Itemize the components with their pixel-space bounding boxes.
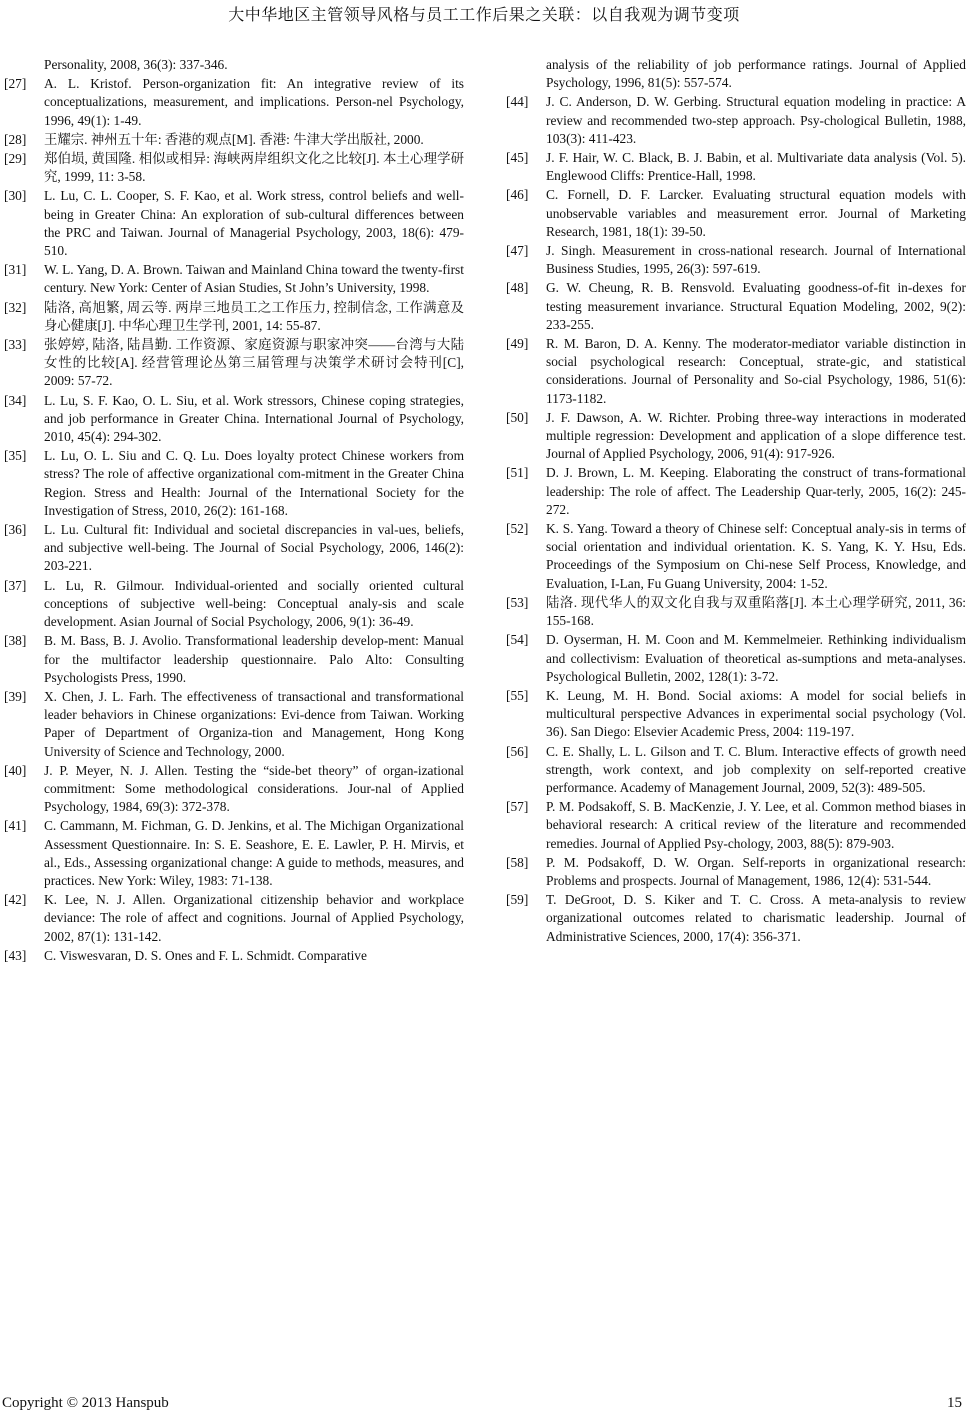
reference-item — [4, 336, 464, 391]
reference-text: D. J. Brown, L. M. Keeping. Elaborating the construct of trans-formational leadership: The role of affect. The Leadership Quar-terly, 2005, 16(2): 245-272. — [546, 465, 966, 517]
reference-text: R. M. Baron, D. A. Kenny. The moderator-mediator variable distinction in social psychological research: Conceptual, strate-gic, and statistical considerations. Journal of Personality and So-cial Psychology, 1986, 51(6): 1173-1182. — [546, 336, 966, 406]
reference-text: 陆洛. 现代华人的双文化自我与双重陷落[J]. 本土心理学研究, 2011, 36: 155-168. — [546, 594, 966, 629]
reference-text: B. M. Bass, B. J. Avolio. Transformational leadership develop-ment: Manual for the multifactor leadership questionnaire. Palo Alto: Consulting Psychologists Press, 1990. — [44, 633, 464, 685]
reference-item — [506, 743, 966, 798]
reference-item — [4, 392, 464, 447]
reference-text: analysis of the reliability of job performance ratings. Journal of Applied Psychology, 1996, 81(5): 557-574. — [546, 57, 966, 91]
reference-item — [4, 947, 464, 965]
reference-text: J. F. Dawson, A. W. Richter. Probing three-way interactions in moderated multiple regression: Development and application of a slope difference test. Journal of Applied Psychology, 2006, 91(4): 917-926. — [546, 409, 966, 462]
reference-text: K. Lee, N. J. Allen. Organizational citizenship behavior and workplace deviance: The role of affect and cognitions. Journal of Applied Psychology, 2002, 87(1): 131-142. — [44, 892, 464, 944]
reference-number: [50] — [506, 409, 529, 425]
reference-number: [28] — [4, 131, 27, 147]
reference-item — [506, 854, 966, 890]
reference-text: A. L. Kristof. Person-organization fit: An integrative review of its conceptualizations, measurement, and implications. Person-nel Psychology, 1996, 49(1): 1-49. — [44, 76, 464, 128]
reference-item — [506, 520, 966, 593]
reference-number: [53] — [506, 594, 529, 610]
reference-text: L. Lu, C. L. Cooper, S. F. Kao, et al. Work stress, control beliefs and well-being in Greater China: An exploration of sub-cultural differences between the PRC and Taiwan. Journal of Managerial Psychology, 2003, 18(6): 479-510. — [44, 188, 464, 259]
reference-text: G. W. Cheung, R. B. Rensvold. Evaluating goodness-of-fit in-dexes for testing measurement invariance. Structural Equation Modeling, 2002, 9(2): 233-255. — [546, 280, 966, 332]
reference-number: [57] — [506, 799, 529, 815]
reference-item — [4, 632, 464, 687]
reference-item — [506, 631, 966, 686]
reference-number: [31] — [4, 262, 27, 278]
reference-number: [48] — [506, 280, 529, 296]
reference-item — [506, 798, 966, 853]
reference-item — [4, 131, 464, 149]
reference-text: Personality, 2008, 36(3): 337-346. — [44, 57, 228, 72]
reference-number: [30] — [4, 188, 27, 204]
reference-text: L. Lu, O. L. Siu and C. Q. Lu. Does loyalty protect Chinese workers from stress? The role of affective organizational com-mitment in the Greater China Region. Stress and Health: Journal of the International Society for the Investigation of Stress, 2010, 26(2): 161-168. — [44, 448, 464, 518]
reference-text: P. M. Podsakoff, S. B. MacKenzie, J. Y. Lee, et al. Common method biases in behavioral research: A critical review of the literature and recommended remedies. Journal of Applied Psy-chology, 2003, 88(5): 879-903. — [546, 799, 966, 851]
reference-number: [27] — [4, 76, 27, 92]
reference-text: W. L. Yang, D. A. Brown. Taiwan and Mainland China toward the twenty-first century. New York: Center of Asian Studies, St John’s University, 1998. — [44, 262, 464, 296]
left-reference-column — [4, 56, 464, 966]
reference-number: [29] — [4, 151, 27, 167]
reference-item — [4, 187, 464, 260]
reference-number: [36] — [4, 522, 27, 538]
reference-text: X. Chen, J. L. Farh. The effectiveness of transactional and transformational leader behaviors in Chinese organizations: Evi-dence from Taiwan. Working Paper of Department of Organiza-tion and Management, Hong Kong University of Science and Technology, 2000. — [44, 688, 464, 759]
reference-number: [58] — [506, 854, 529, 870]
reference-text: L. Lu, R. Gilmour. Individual-oriented and socially oriented cultural conceptions of subjective well-being: Conceptual analy-sis and scale development. Asian Journal of Social Psychology, 2006, 9(1): 36-49. — [44, 577, 464, 630]
reference-number: [32] — [4, 299, 27, 315]
reference-item — [506, 279, 966, 334]
reference-text: C. Viswesvaran, D. S. Ones and F. L. Schmidt. Comparative — [44, 947, 367, 963]
reference-number: [41] — [4, 818, 27, 834]
reference-text: 张婷婷, 陆洛, 陆昌勤. 工作资源、家庭资源与职家冲突——台湾与大陆女性的比较[A]. 经营管理论丛第三届管理与决策学术研讨会特刊[C], 2009: 57-72. — [44, 337, 464, 389]
reference-number: [46] — [506, 187, 529, 203]
running-header: 大中华地区主管领导风格与员工工作后果之关联：以自我观为调节变项 — [228, 7, 740, 24]
reference-item — [506, 335, 966, 408]
reference-text: C. E. Shally, L. L. Gilson and T. C. Blum. Interactive effects of growth need strength, work context, and job complexity on self-reported creative performance. Academy of Management Journal, 2009, 52(3): 489-505. — [546, 743, 966, 795]
reference-item — [4, 891, 464, 946]
reference-item — [4, 299, 464, 335]
reference-text: J. C. Anderson, D. W. Gerbing. Structural equation modeling in practice: A review and recommended two-step approach. Psy-chological Bulletin, 1988, 103(3): 411-423. — [546, 94, 966, 146]
reference-text: D. Oyserman, H. M. Coon and M. Kemmelmeier. Rethinking individualism and collectivism: Evaluation of theoretical as-sumptions and meta-analyses. Psychological Bulletin, 2002, 128(1): 3-72. — [546, 632, 966, 684]
reference-item — [506, 687, 966, 742]
reference-number: [56] — [506, 743, 529, 759]
reference-number: [55] — [506, 687, 529, 703]
reference-item — [506, 93, 966, 148]
reference-number: [43] — [4, 947, 27, 963]
reference-number: [49] — [506, 336, 529, 352]
right-reference-column — [506, 56, 966, 947]
reference-number: [54] — [506, 632, 529, 648]
reference-number: [35] — [4, 448, 27, 464]
reference-continuation — [506, 56, 966, 92]
reference-number: [45] — [506, 150, 529, 166]
reference-item — [506, 891, 966, 946]
reference-number: [40] — [4, 762, 27, 778]
reference-number: [39] — [4, 688, 27, 704]
reference-text: P. M. Podsakoff, D. W. Organ. Self-reports in organizational research: Problems and prospects. Journal of Management, 1986, 12(4): 531-544. — [546, 854, 966, 888]
reference-number: [42] — [4, 892, 27, 908]
reference-item — [506, 594, 966, 630]
reference-item — [4, 762, 464, 817]
reference-item — [4, 447, 464, 520]
reference-text: L. Lu, S. F. Kao, O. L. Siu, et al. Work stressors, Chinese coping strategies, and job performance in Greater China. International Journal of Psychology, 2010, 45(4): 294-302. — [44, 392, 464, 445]
reference-item — [506, 242, 966, 278]
reference-item — [4, 150, 464, 186]
reference-text: J. Singh. Measurement in cross-national research. Journal of International Business Studies, 1995, 26(3): 597-619. — [546, 243, 966, 277]
reference-text: L. Lu. Cultural fit: Individual and societal discrepancies in val-ues, beliefs, and subjective well-being. The Journal of Social Psychology, 2006, 146(2): 203-221. — [44, 522, 464, 574]
reference-number: [38] — [4, 633, 27, 649]
reference-item — [506, 186, 966, 241]
reference-text: J. P. Meyer, N. J. Allen. Testing the “side-bet theory” of organ-izational commitment: Some methodological considerations. Jour-nal of Applied Psychology, 1984, 69(3): 372-378. — [44, 762, 464, 815]
reference-number: [44] — [506, 94, 529, 110]
page-number: 15 — [947, 1395, 962, 1411]
reference-text: J. F. Hair, W. C. Black, B. J. Babin, et al. Multivariate data analysis (Vol. 5). Englewood Cliffs: Prentice-Hall, 1998. — [546, 150, 966, 184]
reference-item — [4, 521, 464, 576]
reference-text: 王耀宗. 神州五十年: 香港的观点[M]. 香港: 牛津大学出版社, 2000. — [44, 131, 424, 147]
reference-item — [506, 464, 966, 519]
reference-text: C. Cammann, M. Fichman, G. D. Jenkins, et al. The Michigan Organizational Assessment Questionnaire. In: S. E. Seashore, E. E. Lawler, P. H. Mirvis, et al., Eds., Assessing organizational change: A guide to methods, measures, and practices. New York: Wiley, 1983: 71-138. — [44, 818, 464, 888]
reference-item — [4, 261, 464, 297]
reference-item — [4, 817, 464, 890]
reference-text: 郑伯埙, 黄国隆. 相似或相异: 海峡两岸组织文化之比较[J]. 本土心理学研究, 1999, 11: 3-58. — [44, 151, 464, 185]
reference-text: K. Leung, M. H. Bond. Social axioms: A model for social beliefs in multicultural perspective Advances in experimental social psychology (Vol. 36). San Diego: Elsevier Academic Press, 2004: 119-197. — [546, 687, 966, 740]
reference-text: T. DeGroot, D. S. Kiker and T. C. Cross. A meta-analysis to review organizational outcomes related to charismatic leadership. Journal of Administrative Sciences, 2000, 17(4): 356-371. — [546, 892, 966, 944]
reference-number: [47] — [506, 243, 529, 259]
reference-number: [37] — [4, 577, 27, 593]
reference-number: [33] — [4, 337, 27, 353]
reference-item — [4, 75, 464, 130]
reference-number: [59] — [506, 892, 529, 908]
copyright-notice: Copyright © 2013 Hanspub — [2, 1395, 169, 1411]
reference-number: [34] — [4, 392, 27, 408]
reference-number: [52] — [506, 521, 529, 537]
reference-text: C. Fornell, D. F. Larcker. Evaluating structural equation models with unobservable variables and measurement error. Journal of Marketing Research, 1981, 18(1): 39-50. — [546, 187, 966, 239]
reference-item — [506, 149, 966, 185]
reference-item — [4, 577, 464, 632]
reference-item — [4, 688, 464, 761]
reference-text: K. S. Yang. Toward a theory of Chinese self: Conceptual analy-sis in terms of social orientation and individual orientation. K. S. Yang, K. Y. Hsu, Eds. Proceedings of the Symposium on Chi-nese Self Process, Knowledge, and Evaluation, I-Lan, Fu Guang University, 2004: 1-52. — [546, 521, 966, 591]
reference-continuation — [4, 56, 464, 74]
reference-number: [51] — [506, 465, 529, 481]
reference-text: 陆洛, 高旭繁, 周云等. 两岸三地员工之工作压力, 控制信念, 工作满意及身心健康[J]. 中华心理卫生学刊, 2001, 14: 55-87. — [44, 299, 464, 333]
reference-item — [506, 409, 966, 464]
